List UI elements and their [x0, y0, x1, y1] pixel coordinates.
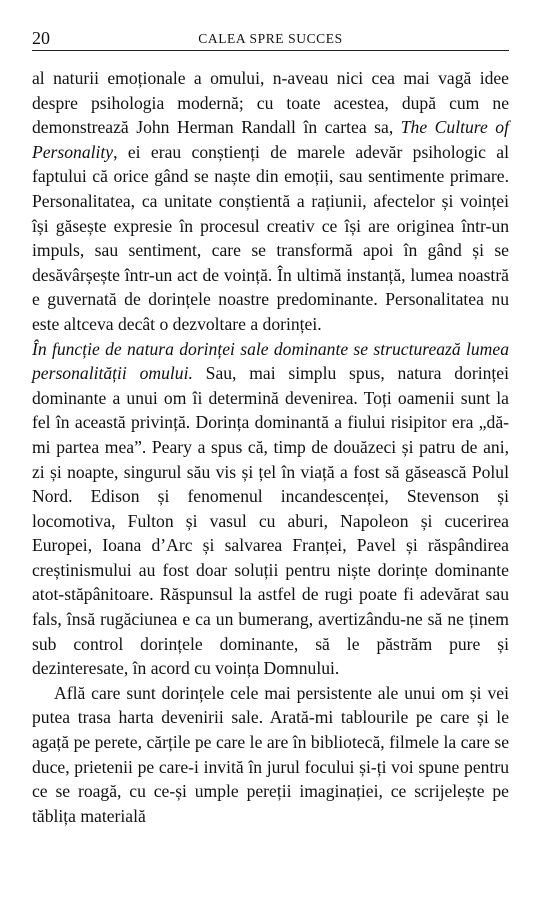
paragraph-3 [32, 681, 509, 829]
paragraph-3-text: Află care sunt dorințele cele mai persistente ale unui om și vei putea trasa harta devenirii sale. Arată-mi tablourile pe care și le agață pe perete, cărțile pe care le are în bibliotecă, filmele la care se duce, prietenii pe care-i invită în jurul focului și-ți voi spune pentru ce se roagă, cu ce-și umple pereții imaginației, ce scrijelește pe tăblița materială [32, 682, 509, 826]
body-text [32, 66, 509, 828]
paragraph-2 [32, 337, 509, 681]
paragraph-1-text-cont: , ei erau conștienți de marele adevăr psihologic al faptului că orice gând se naște din emoții, sau sentimente primare. Personalitatea, ca unitate conștientă a rațiunii, afectelor și voinței își găsește expresie în procesul creativ ce își are originea într-un impuls, sau sentiment, care se transformă apoi în gând și se desăvârșește într-un act de voință. În ultimă instanță, lumea noastră e guvernată de dorințele noastre predominante. Personalitatea nu este altceva decât o dezvoltare a dorinței. [32, 141, 509, 334]
running-header [32, 28, 509, 51]
paragraph-2-emphasis: În funcție de natura dorinței sale dominante se structurează lumea personalității omului. [32, 338, 509, 384]
paragraph-1-text: al naturii emoționale a omului, n-aveau nici cea mai vagă idee despre psihologia modernă; cu toate acestea, după cum ne demonstrează John Herman Randall în cartea sa, [32, 68, 509, 138]
paragraph-1 [32, 66, 509, 337]
running-title: CALEA SPRE SUCCES [198, 31, 343, 46]
paragraph-2-text: Sau, mai simplu spus, natura dorinței dominante a unui om îi determină devenirea. Toți oamenii sunt la fel în această privință. Dorința dominantă a fiului risipitor era „dă-mi partea mea”. Peary a spus că, timp de douăzeci și patru de ani, zi și noapte, singurul său vis și țel în viață a fost să găsească Polul Nord. Edison și fenomenul incandescenței, Stevenson și locomotiva, Fulton și vasul cu aburi, Napoleon și cucerirea Europei, Ioana d’Arc și salvarea Franței, Pavel și răspândirea creștinismului au fost doar soluții pentru niște dorințe dominante atot-stăpânitoare. Răspunsul la astfel de rugi poate fi adevărat sau fals, însă rugăciunea e ca un bumerang, avertizându-ne să ne ținem sub control dorințele dominante, să le păstrăm pure și dezinteresate, în acord cu voința Domnului. [32, 363, 509, 679]
book-title: The Culture of Personality [32, 117, 509, 162]
page-number: 20 [32, 28, 50, 48]
